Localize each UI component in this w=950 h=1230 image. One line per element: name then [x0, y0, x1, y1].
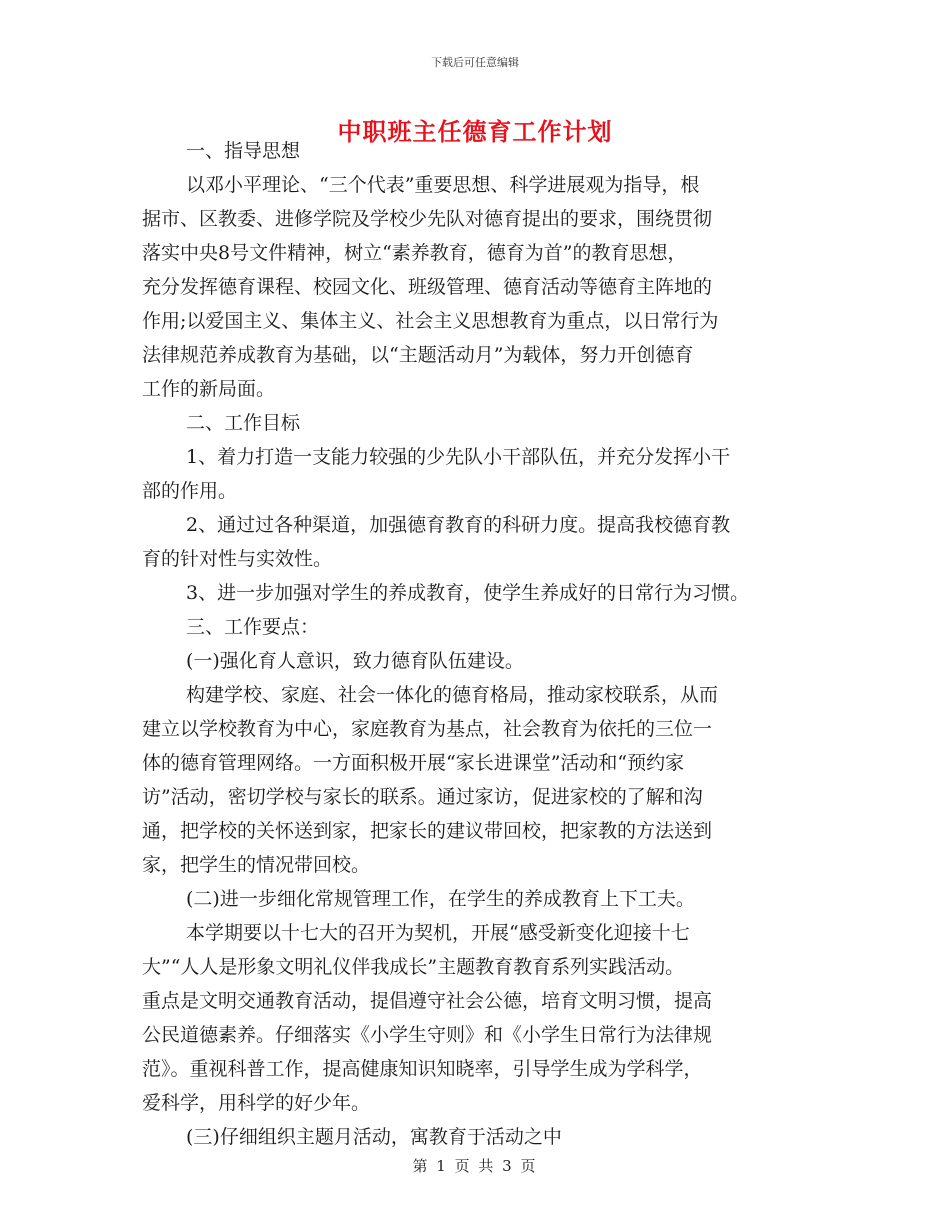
body-line: 访”活动，密切学校与家长的联系。通过家访，促进家校的了解和沟: [142, 786, 703, 808]
body-line: 构建学校、家庭、社会一体化的德育格局，推动家校联系，从而: [186, 684, 719, 706]
body-line: 作用;以爱国主义、集体主义、社会主义思想教育为重点，以日常行为: [142, 310, 719, 332]
body-line: 3、进一步加强对学生的养成教育，使学生养成好的日常行为习惯。: [186, 582, 750, 604]
body-line: 通，把学校的关怀送到家，把家长的建议带回校，把家教的方法送到: [142, 820, 713, 842]
page-header-note: 下载后可任意编辑: [431, 56, 519, 69]
body-line: 大”“人人是形象文明礼仪伴我成长”主题教育教育系列实践活动。: [142, 956, 685, 978]
body-line: 公民道德素养。仔细落实《小学生守则》和《小学生日常行为法律规: [142, 1024, 713, 1046]
body-line: 1、着力打造一支能力较强的少先队小干部队伍，并充分发挥小干: [186, 446, 731, 468]
body-line: 据市、区教委、进修学院及学校少先队对德育提出的要求，围绕贯彻: [142, 208, 713, 230]
body-line: 三、工作要点：: [186, 616, 320, 638]
body-line: 育的针对性与实效性。: [142, 548, 333, 570]
body-line: 落实中央8号文件精神，树立“素养教育，德育为首”的教育思想，: [142, 242, 687, 264]
document-title: 中职班主任德育工作计划: [337, 117, 613, 146]
document-body: [142, 134, 822, 1154]
body-line: (三)仔细组织主题月活动，寓教育于活动之中: [186, 1126, 562, 1148]
body-line: 爱科学，用科学的好少年。: [142, 1092, 371, 1114]
page-indicator: 第 1 页 共 3 页: [412, 1157, 538, 1175]
body-line: 重点是文明交通教育活动，提倡遵守社会公德，培育文明习惯，提高: [142, 990, 713, 1012]
body-line: 以邓小平理论、“三个代表”重要思想、科学进展观为指导，根: [186, 174, 700, 196]
body-line: 本学期要以十七大的召开为契机，开展“感受新变化迎接十七: [186, 922, 690, 944]
body-line: (一)强化育人意识，致力德育队伍建设。: [186, 650, 524, 672]
body-line: 体的德育管理网络。一方面积极开展“家长进课堂”活动和“预约家: [142, 752, 685, 774]
body-line: 家，把学生的情况带回校。: [142, 854, 371, 876]
body-line: 2、通过过各种渠道，加强德育教育的科研力度。提高我校德育教: [186, 514, 731, 536]
body-line: 部的作用。: [142, 480, 238, 502]
body-line: (二)进一步细化常规管理工作，在学生的养成教育上下工夫。: [186, 888, 695, 910]
body-line: 建立以学校教育为中心，家庭教育为基点，社会教育为依托的三位一: [142, 718, 713, 740]
body-line: 二、工作目标: [186, 412, 301, 434]
body-line: 工作的新局面。: [142, 378, 276, 400]
body-line: 范》。重视科普工作，提高健康知识知晓率，引导学生成为学科学，: [142, 1058, 703, 1080]
body-line: 法律规范养成教育为基础，以“主题活动月”为载体，努力开创德育: [142, 344, 694, 366]
body-line: 充分发挥德育课程、校园文化、班级管理、德育活动等德育主阵地的: [142, 276, 713, 298]
body-line: 一、指导思想: [186, 140, 301, 162]
